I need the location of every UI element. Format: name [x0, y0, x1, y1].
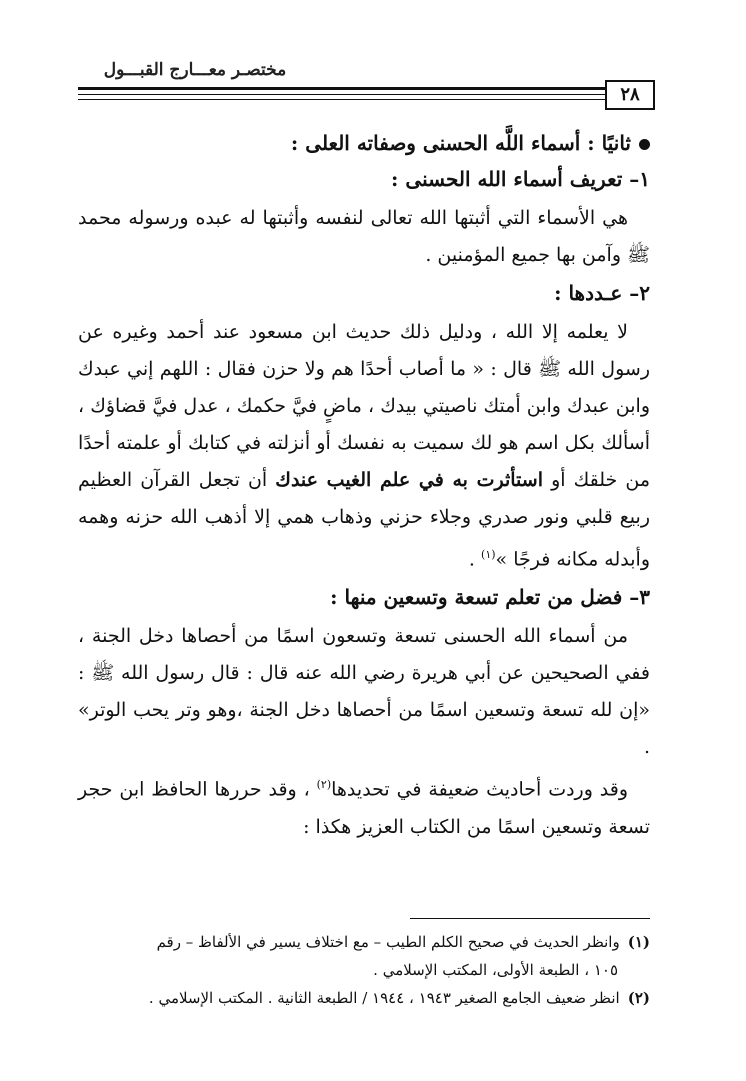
section-3-paragraph-1: من أسماء الله الحسنى تسعة وتسعون اسمًا من أحصاها دخل الجنة ، ففي الصحيحين عن أبي هريرة رضي الله عنه قال : قال رسول الله ﷺ : «إن لله تسعة وتسعين اسمًا من أحصاها دخل الجنة ،وهو وتر يحب الوتر» . [78, 625, 650, 759]
header-rule-thin [78, 94, 605, 95]
footnote-2: (٢)انظر ضعيف الجامع الصغير ١٩٤٣ ، ١٩٤٤ / الطبعة الثانية . المكتب الإسلامي . [148, 989, 650, 1007]
section-2-title: ٢– عـددها : [554, 281, 650, 305]
running-title: مختصـر معـــارج القبـــول [103, 60, 287, 80]
page-body [78, 128, 650, 846]
footnote-1-continued: ١٠٥ ، الطبعة الأولى، المكتب الإسلامي . [373, 961, 618, 979]
emphasized-phrase: استأثرت به في علم الغيب عندك [275, 469, 543, 491]
footnote-ref-1: (١) [481, 548, 496, 561]
section-1-paragraph: هي الأسماء التي أثبتها الله تعالى لنفسه وأثبتها له عبده ورسوله محمد ﷺ وآمن بها جميع المؤمنين . [78, 207, 650, 266]
section-main-title: ثانيًا : أسماء اللَّه الحسنى وصفاته العلى : [78, 128, 650, 158]
section-1-title: ١– تعريف أسماء الله الحسنى : [391, 167, 650, 191]
bullet-icon [639, 139, 650, 150]
footnotes [78, 928, 650, 1012]
section-3-paragraph-2: وقد وردت أحاديث ضعيفة في تحديدها$^{(٢)}$ ، وقد حررها الحافظ ابن حجر تسعة وتسعين اسمًا من الكتاب العزيز هكذا : [78, 778, 650, 838]
footnote-1: (١)وانظر الحديث في صحيح الكلم الطيب – مع اختلاف يسير في الألفاظ – رقم [156, 933, 650, 951]
page-number: ٢٨ [605, 80, 655, 110]
footnote-separator [410, 918, 650, 919]
header-rule-thin [78, 99, 605, 100]
section-2-paragraph: لا يعلمه إلا الله ، ودليل ذلك حديث ابن مسعود عند أحمد وغيره عن رسول الله ﷺ قال : « ما أصاب أحدًا هم ولا حزن فقال : اللهم إني عبدك وابن عبدك وابن أمتك ناصيتي بيدك ، ماضٍ فيَّ حكمك ، عدل فيَّ قضاؤك ، أسألك بكل اسم هو لك سميت به نفسك أو أنزلته في كتابك أو علمته أحدًا من خلقك أو استأثرت به في علم الغيب عندك أن تجعل القرآن العظيم ربيع قلبي ونور صدري وجلاء حزني وذهاب همي إلا أذهب الله حزنه وهمه وأبدله مكانه فرجًا »$^{(١)}$ . [78, 321, 651, 571]
footnote-ref-2: (٢) [316, 778, 332, 792]
header-rule-thick [78, 87, 605, 90]
section-3-title: ٣– فضل من تعلم تسعة وتسعين منها : [330, 585, 650, 610]
